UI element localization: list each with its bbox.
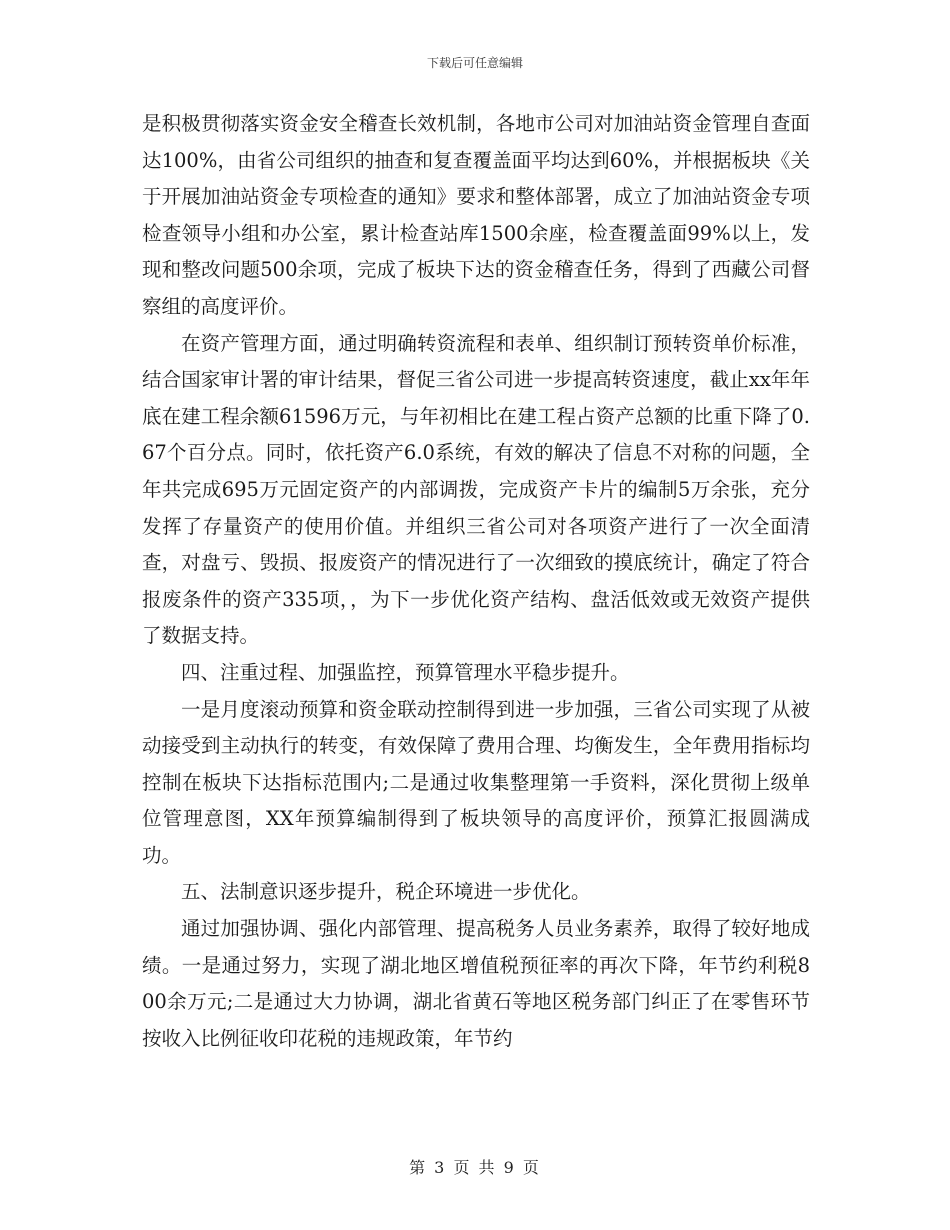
section-heading-tax: 五、法制意识逐步提升，税企环境进一步优化。 [181,880,591,904]
page-footer: 第 3 页 共 9 页 [409,1158,541,1177]
paragraph-asset-management: 在资产管理方面，通过明确转资流程和表单、组织制订预转资单价标准，结合国家审计署的审计结果，督促三省公司进一步提高转资速度，截止xx年年底在建工程余额61596万元，与年初相比在建工程占资产总额的比重下降了0.67个百分点。同时，依托资产6.0系统，有效的解决了信息不对称的问题，全年共完成695万元固定资产的内部调拨，完成资产卡片的编制5万余张，充分发挥了存量资产的使用价值。并组织三省公司对各项资产进行了一次全面清查，对盘亏、毁损、报废资产的情况进行了一次细致的摸底统计，确定了符合报废条件的资产335项，，为下一步优化资产结构、盘活低效或无效资产提供了数据支持。 [142,331,810,648]
section-heading-budget: 四、注重过程、加强监控，预算管理水平稳步提升。 [181,660,630,684]
paragraph-funds-audit: 是积极贯彻落实资金安全稽查长效机制，各地市公司对加油站资金管理自查面达100%，由省公司组织的抽查和复查覆盖面平均达到60%，并根据板块《关于开展加油站资金专项检查的通知》要求和整体部署，成立了加油站资金专项检查领导小组和办公室，累计检查站库1500余座，检查覆盖面99%以上，发现和整改问题500余项，完成了板块下达的资金稽查任务，得到了西藏公司督察组的高度评价。 [142,112,810,318]
document-body [142,106,810,1057]
paragraph-budget: 一是月度滚动预算和资金联动控制得到进一步加强，三省公司实现了从被动接受到主动执行的转变，有效保障了费用合理、均衡发生，全年费用指标均控制在板块下达指标范围内;二是通过收集整理第一手资料，深化贯彻上级单位管理意图，XX年预算编制得到了板块领导的高度评价，预算汇报圆满成功。 [142,697,810,867]
page-header: 下载后可任意编辑 [426,56,523,70]
paragraph-tax: 通过加强协调、强化内部管理、提高税务人员业务素养，取得了较好地成绩。一是通过努力，实现了湖北地区增值税预征率的再次下降，年节约利税800余万元;二是通过大力协调，湖北省黄石等地区税务部门纠正了在零售环节按收入比例征收印花税的违规政策，年节约 [142,917,810,1050]
